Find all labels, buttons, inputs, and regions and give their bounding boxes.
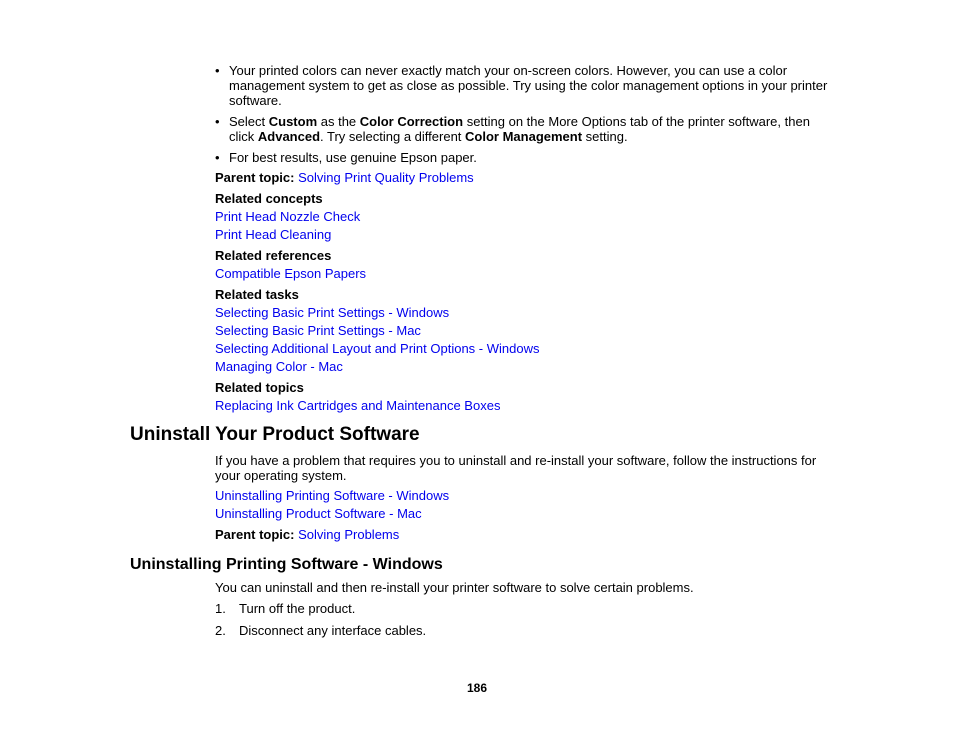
bullet-text: Your printed colors can never exactly match your on-screen colors. However, you can use a color management system to get as close as possible. Try using the color management options in your printer software.	[229, 63, 828, 108]
bullet-text-part: setting.	[582, 129, 628, 144]
link-print-head-cleaning[interactable]: Print Head Cleaning	[215, 227, 332, 242]
step-item	[215, 623, 426, 638]
link-managing-color-mac[interactable]: Managing Color - Mac	[215, 359, 343, 374]
page-number: 186	[466, 681, 488, 695]
link-solving-print-quality[interactable]: Solving Print Quality Problems	[298, 170, 474, 185]
related-topics-label: Related topics	[215, 380, 304, 395]
bullet-item	[215, 114, 830, 144]
bold-term: Color Management	[465, 129, 583, 144]
step-text: Turn off the product.	[239, 601, 356, 616]
uninstall-links	[215, 488, 449, 521]
link-uninstalling-printing-software-windows[interactable]: Uninstalling Printing Software - Windows	[215, 488, 450, 503]
bullet-text-part: as the	[317, 114, 360, 129]
bullet-text: For best results, use genuine Epson paper.	[229, 150, 477, 165]
bullet-glyph: •	[215, 150, 220, 165]
section-heading-uninstalling-windows: Uninstalling Printing Software - Windows	[130, 556, 443, 573]
bold-term: Custom	[268, 114, 318, 129]
tips-bullet-list	[215, 63, 830, 171]
step-number: 2.	[215, 623, 226, 638]
link-basic-print-settings-mac[interactable]: Selecting Basic Print Settings - Mac	[215, 323, 421, 338]
bullet-glyph: •	[215, 63, 220, 78]
bullet-text-part: Select	[229, 114, 269, 129]
link-uninstalling-product-software-mac[interactable]: Uninstalling Product Software - Mac	[215, 506, 422, 521]
bullet-item	[215, 150, 830, 165]
uninstall-intro: If you have a problem that requires you to uninstall and re-install your software, follow the instructions for your operating system.	[215, 453, 817, 483]
related-tasks	[215, 287, 539, 374]
link-compatible-epson-papers[interactable]: Compatible Epson Papers	[215, 266, 367, 281]
link-print-head-nozzle-check[interactable]: Print Head Nozzle Check	[215, 209, 361, 224]
link-solving-problems[interactable]: Solving Problems	[298, 527, 400, 542]
related-concepts-label: Related concepts	[215, 191, 323, 206]
step-item	[215, 601, 426, 616]
bullet-text-part: . Try selecting a different	[320, 129, 466, 144]
link-replacing-ink-cartridges[interactable]: Replacing Ink Cartridges and Maintenance Boxes	[215, 398, 501, 413]
bullet-item	[215, 63, 830, 108]
related-references-label: Related references	[215, 248, 332, 263]
parent-topic-label: Parent topic:	[215, 527, 295, 542]
steps-list	[215, 601, 426, 638]
related-tasks-label: Related tasks	[215, 287, 299, 302]
related-concepts	[215, 191, 360, 242]
section-heading-uninstall: Uninstall Your Product Software	[130, 424, 420, 445]
link-basic-print-settings-windows[interactable]: Selecting Basic Print Settings - Windows	[215, 305, 450, 320]
bullet-text-part: setting on the More Options tab of the printer software, then click	[229, 114, 810, 144]
related-topics	[215, 380, 500, 413]
related-references	[215, 248, 366, 281]
parent-topic-label: Parent topic:	[215, 170, 295, 185]
bold-term: Color Correction	[359, 114, 464, 129]
parent-topic-line	[215, 170, 474, 185]
step-number: 1.	[215, 601, 226, 616]
bold-term: Advanced	[257, 129, 321, 144]
parent-topic-line	[215, 527, 399, 542]
windows-intro: You can uninstall and then re-install your printer software to solve certain problems.	[215, 580, 694, 595]
link-additional-layout-windows[interactable]: Selecting Additional Layout and Print Options - Windows	[215, 341, 540, 356]
bullet-glyph: •	[215, 114, 220, 129]
step-text: Disconnect any interface cables.	[239, 623, 427, 638]
